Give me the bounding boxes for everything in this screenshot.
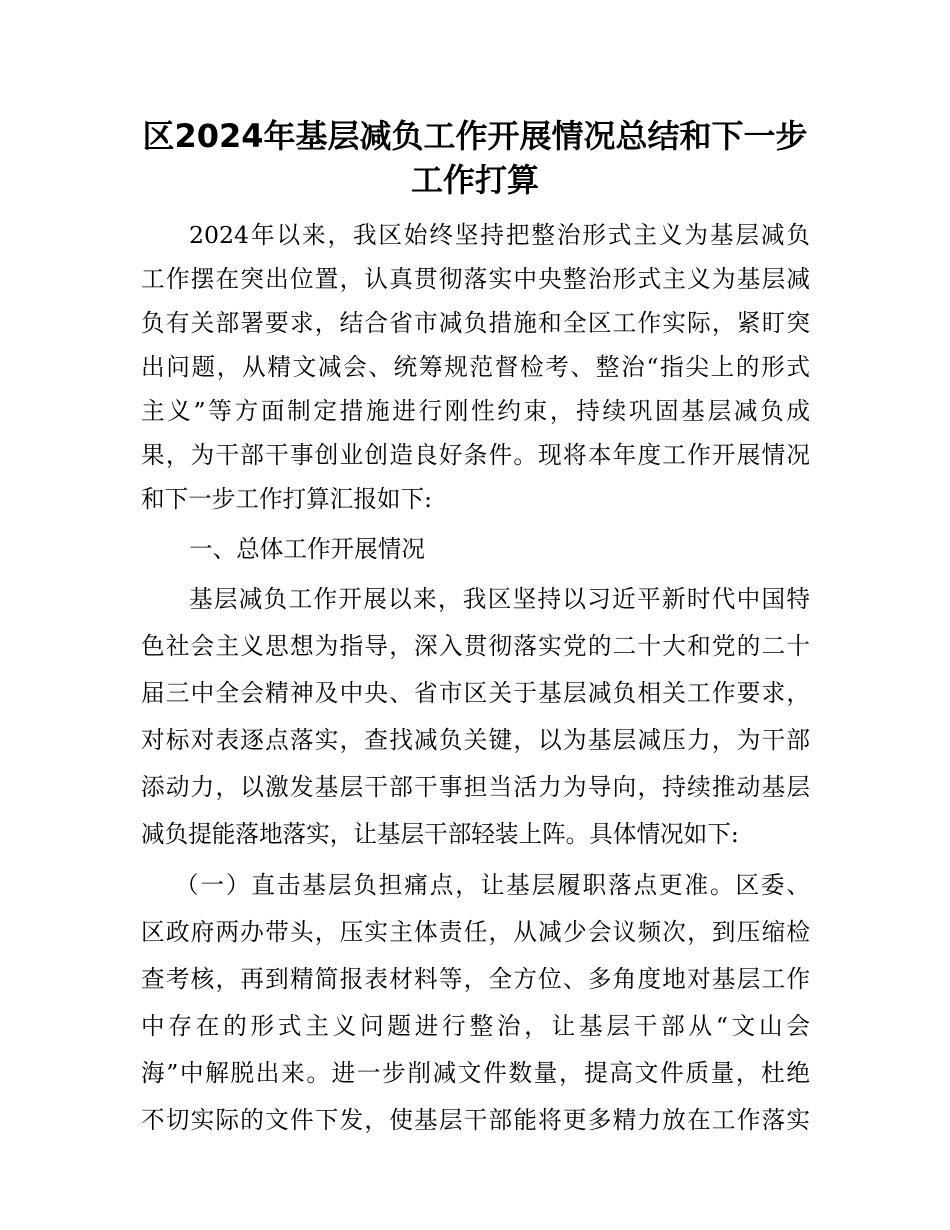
paragraph-3-line-2: 区政府两办带头，压实主体责任，从减少会议频次，到压缩检 [141, 918, 810, 946]
paragraph-3-line-1: （一）直击基层负担痛点，让基层履职落点更准。区委、 [175, 871, 810, 899]
paragraph-2-line-1: 基层减负工作开展以来，我区坚持以习近平新时代中国特 [189, 585, 810, 613]
paragraph-1-line-1: 2024年以来，我区始终坚持把整治形式主义为基层减负 [189, 221, 810, 249]
paragraph-2-line-2: 色社会主义思想为指导，深入贯彻落实党的二十大和党的二十 [141, 632, 810, 660]
document-title-line-2: 工作打算 [410, 161, 539, 199]
paragraph-1-line-5: 主义”等方面制定措施进行刚性约束，持续巩固基层减负成 [141, 397, 810, 425]
document-title-line-1: 区2024年基层减负工作开展情况总结和下一步 [142, 117, 808, 155]
paragraph-2-line-5: 添动力，以激发基层干部干事担当活力为导向，持续推动基层 [141, 773, 810, 801]
paragraph-3-line-5: 海”中解脱出来。进一步削减文件数量，提高文件质量，杜绝 [141, 1059, 810, 1087]
paragraph-2-line-6: 减负提能落地落实，让基层干部轻装上阵。具体情况如下: [141, 820, 739, 848]
paragraph-2-line-3: 届三中全会精神及中央、省市区关于基层减负相关工作要求， [141, 679, 810, 707]
section-heading-1: 一、总体工作开展情况 [189, 535, 425, 563]
paragraph-1-line-6: 果，为干部干事创业创造良好条件。现将本年度工作开展情况 [141, 441, 810, 469]
paragraph-3-line-6: 不切实际的文件下发，使基层干部能将更多精力放在工作落实 [141, 1106, 810, 1134]
paragraph-3-line-3: 查考核，再到精简报表材料等，全方位、多角度地对基层工作 [141, 965, 810, 993]
paragraph-1-line-4: 出问题，从精文减会、统筹规范督检考、整治“指尖上的形式 [141, 353, 810, 381]
paragraph-1-line-3: 负有关部署要求，结合省市减负措施和全区工作实际，紧盯突 [141, 309, 810, 337]
paragraph-1-line-7: 和下一步工作打算汇报如下: [141, 485, 433, 513]
paragraph-2-line-4: 对标对表逐点落实，查找减负关键，以为基层减压力，为干部 [141, 726, 810, 754]
paragraph-1-line-2: 工作摆在突出位置，认真贯彻落实中央整治形式主义为基层减 [141, 265, 810, 293]
paragraph-3-line-4: 中存在的形式主义问题进行整治，让基层干部从“文山会 [141, 1012, 810, 1040]
